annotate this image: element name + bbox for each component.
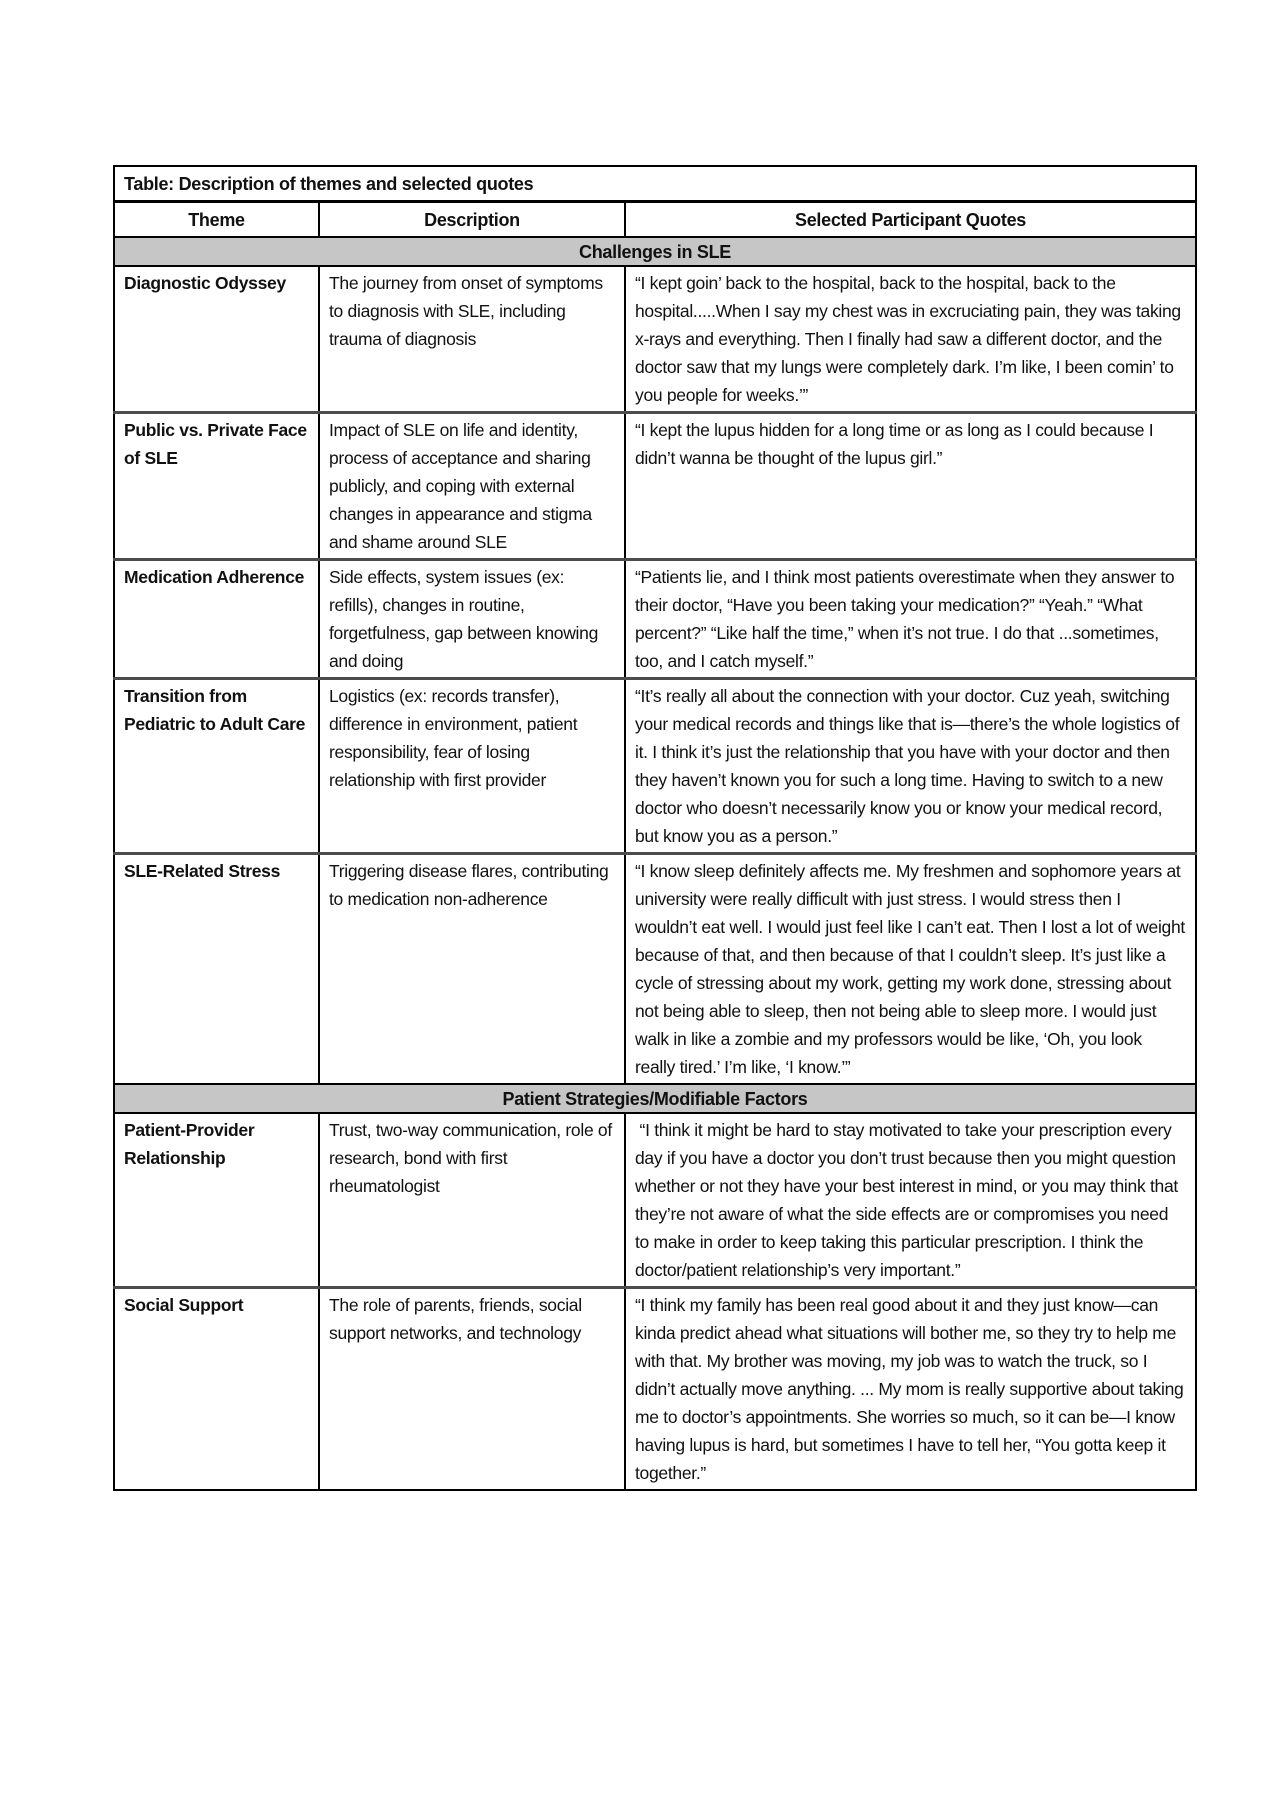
table-row [114,1288,1196,1491]
column-header-row [114,202,1196,238]
column-header-theme: Theme [114,202,319,238]
theme-cell: SLE-Related Stress [114,854,319,1085]
table-title: Table: Description of themes and selected quotes [114,166,1196,202]
quote-cell: “I think my family has been real good about it and they just know—can kinda predict ahead what situations will bother me, so they try to help me with that. My brother was moving, my job was to watch the truck, so I didn’t actually move anything. ... My mom is really supportive about taking me to doctor’s appointments. She worries so much, so it can be—I know having lupus is hard, but sometimes I have to tell her, “You gotta keep it together.” [625,1288,1196,1491]
theme-cell: Public vs. Private Face of SLE [114,413,319,560]
theme-cell: Medication Adherence [114,560,319,679]
quote-cell: “It’s really all about the connection with your doctor. Cuz yeah, switching your medical records and things like that is—there’s the whole logistics of it. I think it’s just the relationship that you have with your doctor and then they haven’t known you for such a long time. Having to switch to a new doctor who doesn’t necessarily know you or know your medical record, but know you as a person.” [625,679,1196,854]
description-cell: Trust, two-way communication, role of research, bond with first rheumatologist [319,1113,625,1288]
quote-cell: “Patients lie, and I think most patients overestimate when they answer to their doctor, “Have you been taking your medication?” “Yeah.” “What percent?” “Like half the time,” when it’s not true. I do that ...sometimes, too, and I catch myself.” [625,560,1196,679]
column-header-quotes: Selected Participant Quotes [625,202,1196,238]
table-row [114,1113,1196,1288]
table-title-row [114,166,1196,202]
description-cell: Side effects, system issues (ex: refills), changes in routine, forgetfulness, gap between knowing and doing [319,560,625,679]
quote-cell: “I know sleep definitely affects me. My freshmen and sophomore years at university were really difficult with just stress. I would stress then I wouldn’t eat well. I would just feel like I can’t eat. Then I lost a lot of weight because of that, and then because of that I couldn’t sleep. It’s just like a cycle of stressing about my work, getting my work done, stressing about not being able to sleep, then not being able to sleep more. I would just walk in like a zombie and my professors would be like, ‘Oh, you look really tired.’ I’m like, ‘I know.’” [625,854,1196,1085]
table-row [114,413,1196,560]
table-row [114,854,1196,1085]
description-cell: Impact of SLE on life and identity, process of acceptance and sharing publicly, and coping with external changes in appearance and stigma and shame around SLE [319,413,625,560]
table-row [114,266,1196,413]
quote-cell: “I kept the lupus hidden for a long time or as long as I could because I didn’t wanna be thought of the lupus girl.” [625,413,1196,560]
description-cell: The role of parents, friends, social support networks, and technology [319,1288,625,1491]
section-header-label: Challenges in SLE [114,237,1196,266]
theme-cell: Diagnostic Odyssey [114,266,319,413]
section-header-strategies [114,1084,1196,1113]
table-row [114,560,1196,679]
theme-cell: Patient-Provider Relationship [114,1113,319,1288]
themes-quotes-table [113,165,1197,1491]
description-cell: Logistics (ex: records transfer), difference in environment, patient responsibility, fear of losing relationship with first provider [319,679,625,854]
description-cell: Triggering disease flares, contributing to medication non-adherence [319,854,625,1085]
section-header-label: Patient Strategies/Modifiable Factors [114,1084,1196,1113]
column-header-description: Description [319,202,625,238]
theme-cell: Social Support [114,1288,319,1491]
theme-cell: Transition from Pediatric to Adult Care [114,679,319,854]
quote-cell: “I think it might be hard to stay motivated to take your prescription every day if you have a doctor you don’t trust because then you might question whether or not they have your best interest in mind, or you may think that they’re not aware of what the side effects are or compromises you need to make in order to keep taking this particular prescription. I think the doctor/patient relationship’s very important.” [625,1113,1196,1288]
quote-cell: “I kept goin’ back to the hospital, back to the hospital, back to the hospital.....When I say my chest was in excruciating pain, they was taking x-rays and everything. Then I finally had saw a different doctor, and the doctor saw that my lungs were completely dark. I’m like, I been comin’ to you people for weeks.’” [625,266,1196,413]
description-cell: The journey from onset of symptoms to diagnosis with SLE, including trauma of diagnosis [319,266,625,413]
section-header-challenges [114,237,1196,266]
table-row [114,679,1196,854]
